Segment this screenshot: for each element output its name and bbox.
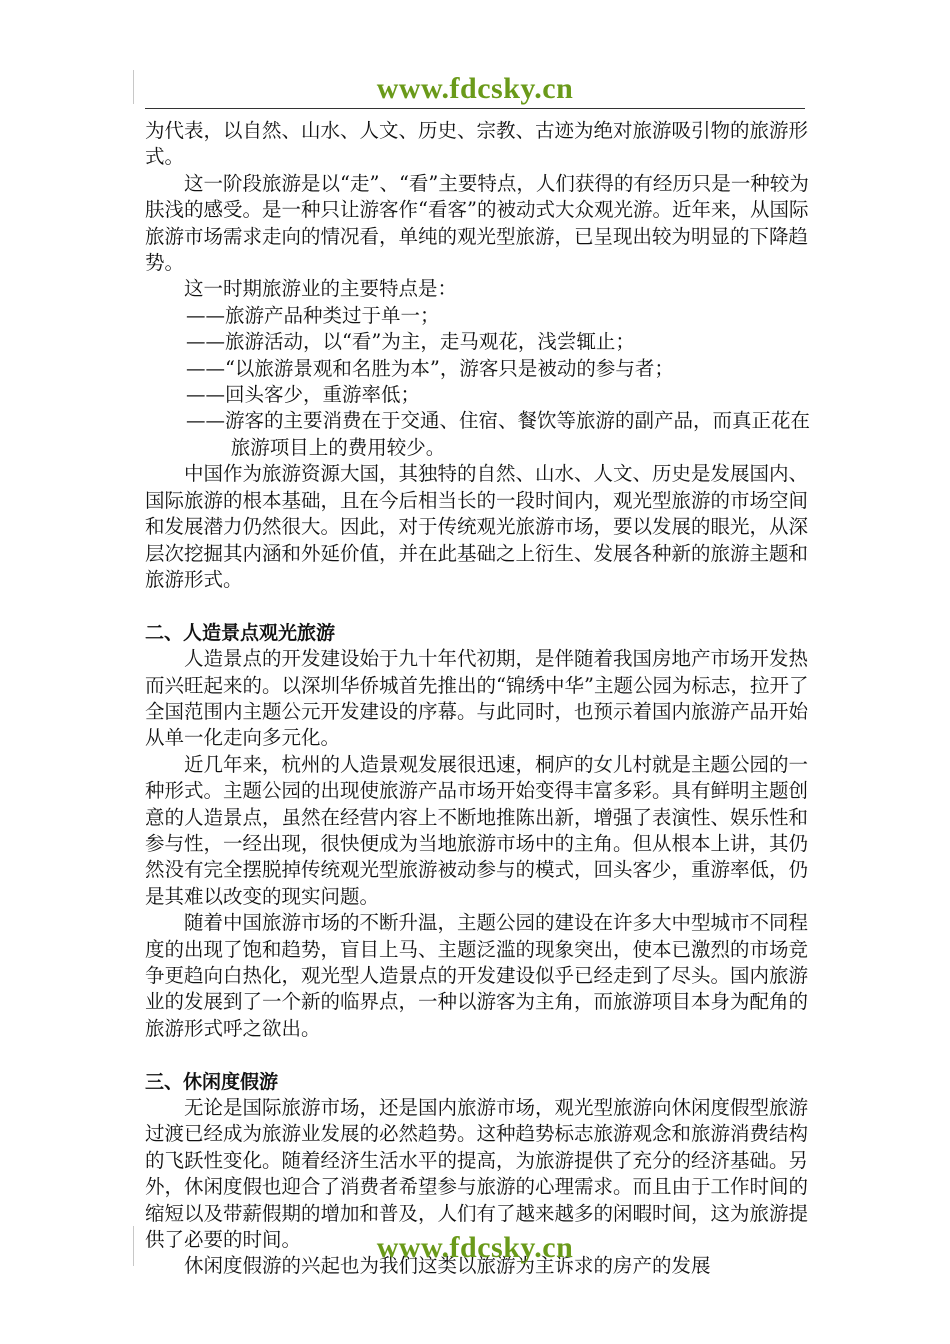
site-footer: www.fdcsky.cn [376,1231,574,1264]
paragraph: 近几年来，杭州的人造景观发展很迅速，桐庐的女儿村就是主题公园的一种形式。主题公园的出现使旅游产品市场开始变得丰富多彩。具有鲜明主题创意的人造景点，虽然在经营内容上不断地推陈出新，增强了表演性、娱乐性和参与性，一经出现，很快便成为当地旅游市场中的主角。但从根本上讲，其仍然没有完全摆脱掉传统观光型旅游被动参与的模式，回头客少，重游率低，仍是其难以改变的现实问题。 [145,752,809,908]
paragraph: 休闲度假游的兴起也为我们这类以旅游为主诉求的房产的发展 [184,1254,711,1278]
body-text [145,118,811,1280]
section-heading: 二、人造景点观光旅游 [145,621,336,644]
paragraph: 这一时期旅游业的主要特点是： [184,277,458,301]
header-rule [145,108,805,109]
section-heading: 三、休闲度假游 [145,1070,279,1093]
list-item: ——“以旅游景观和名胜为本”，游客只是被动的参与者； [185,356,674,380]
margin-mark-top [133,70,134,104]
list-item: ——旅游产品种类过于单一； [185,303,440,327]
site-header: www.fdcsky.cn [376,72,574,105]
spacer [145,1042,811,1068]
paragraph: 中国作为旅游资源大国，其独特的自然、山水、人文、历史是发展国内、国际旅游的根本基础，且在今后相当长的一段时间内，观光型旅游的市场空间和发展潜力仍然很大。因此，对于传统观光旅游市场，要以发展的眼光，从深层次挖掘其内涵和外延价值，并在此基础之上衍生、发展各种新的旅游主题和旅游形式。 [145,462,809,591]
paragraph: 无论是国际旅游市场，还是国内旅游市场，观光型旅游向休闲度假型旅游过渡已经成为旅游业发展的必然趋势。这种趋势标志旅游观念和旅游消费结构的飞跃性变化。随着经济生活水平的提高，为旅游提供了充分的经济基础。另外，休闲度假也迎合了消费者希望参与旅游的心理需求。而且由于工作时间的缩短以及带薪假期的增加和普及，人们有了越来越多的闲暇时间，这为旅游提供了必要的时间。 [145,1096,809,1252]
paragraph: 这一阶段旅游是以“走”、“看”主要特点，人们获得的有经历只是一种较为肤浅的感受。是一种只让游客作“看客”的被动式大众观光游。近年来，从国际旅游市场需求走向的情况看，单纯的观光型旅游，已呈现出较为明显的下降趋势。 [145,171,809,275]
paragraph: 为代表，以自然、山水、人文、历史、宗教、古迹为绝对旅游吸引物的旅游形式。 [145,119,809,169]
list-item: ——旅游活动，以“看”为主，走马观花，浅尝辄止； [185,330,635,354]
paragraph: 随着中国旅游市场的不断升温，主题公园的建设在许多大中型城市不同程度的出现了饱和趋势，盲目上马、主题泛滥的现象突出，使本已激烈的市场竞争更趋向白热化，观光型人造景点的开发建设似乎已经走到了尽头。国内旅游业的发展到了一个新的临界点，一种以游客为主角，而旅游项目本身为配角的旅游形式呼之欲出。 [145,911,809,1040]
paragraph: 人造景点的开发建设始于九十年代初期，是伴随着我国房地产市场开发热而兴旺起来的。以深圳华侨城首先推出的“锦绣中华”主题公园为标志，拉开了全国范围内主题公元开发建设的序幕。与此同时，也预示着国内旅游产品开始从单一化走向多元化。 [145,647,809,750]
margin-mark-bottom [133,1226,134,1266]
spacer [145,593,811,619]
list-item: ——游客的主要消费在于交通、住宿、餐饮等旅游的副产品，而真正花在旅游项目上的费用较少。 [185,409,810,459]
list-item: ——回头客少，重游率低； [185,383,420,407]
